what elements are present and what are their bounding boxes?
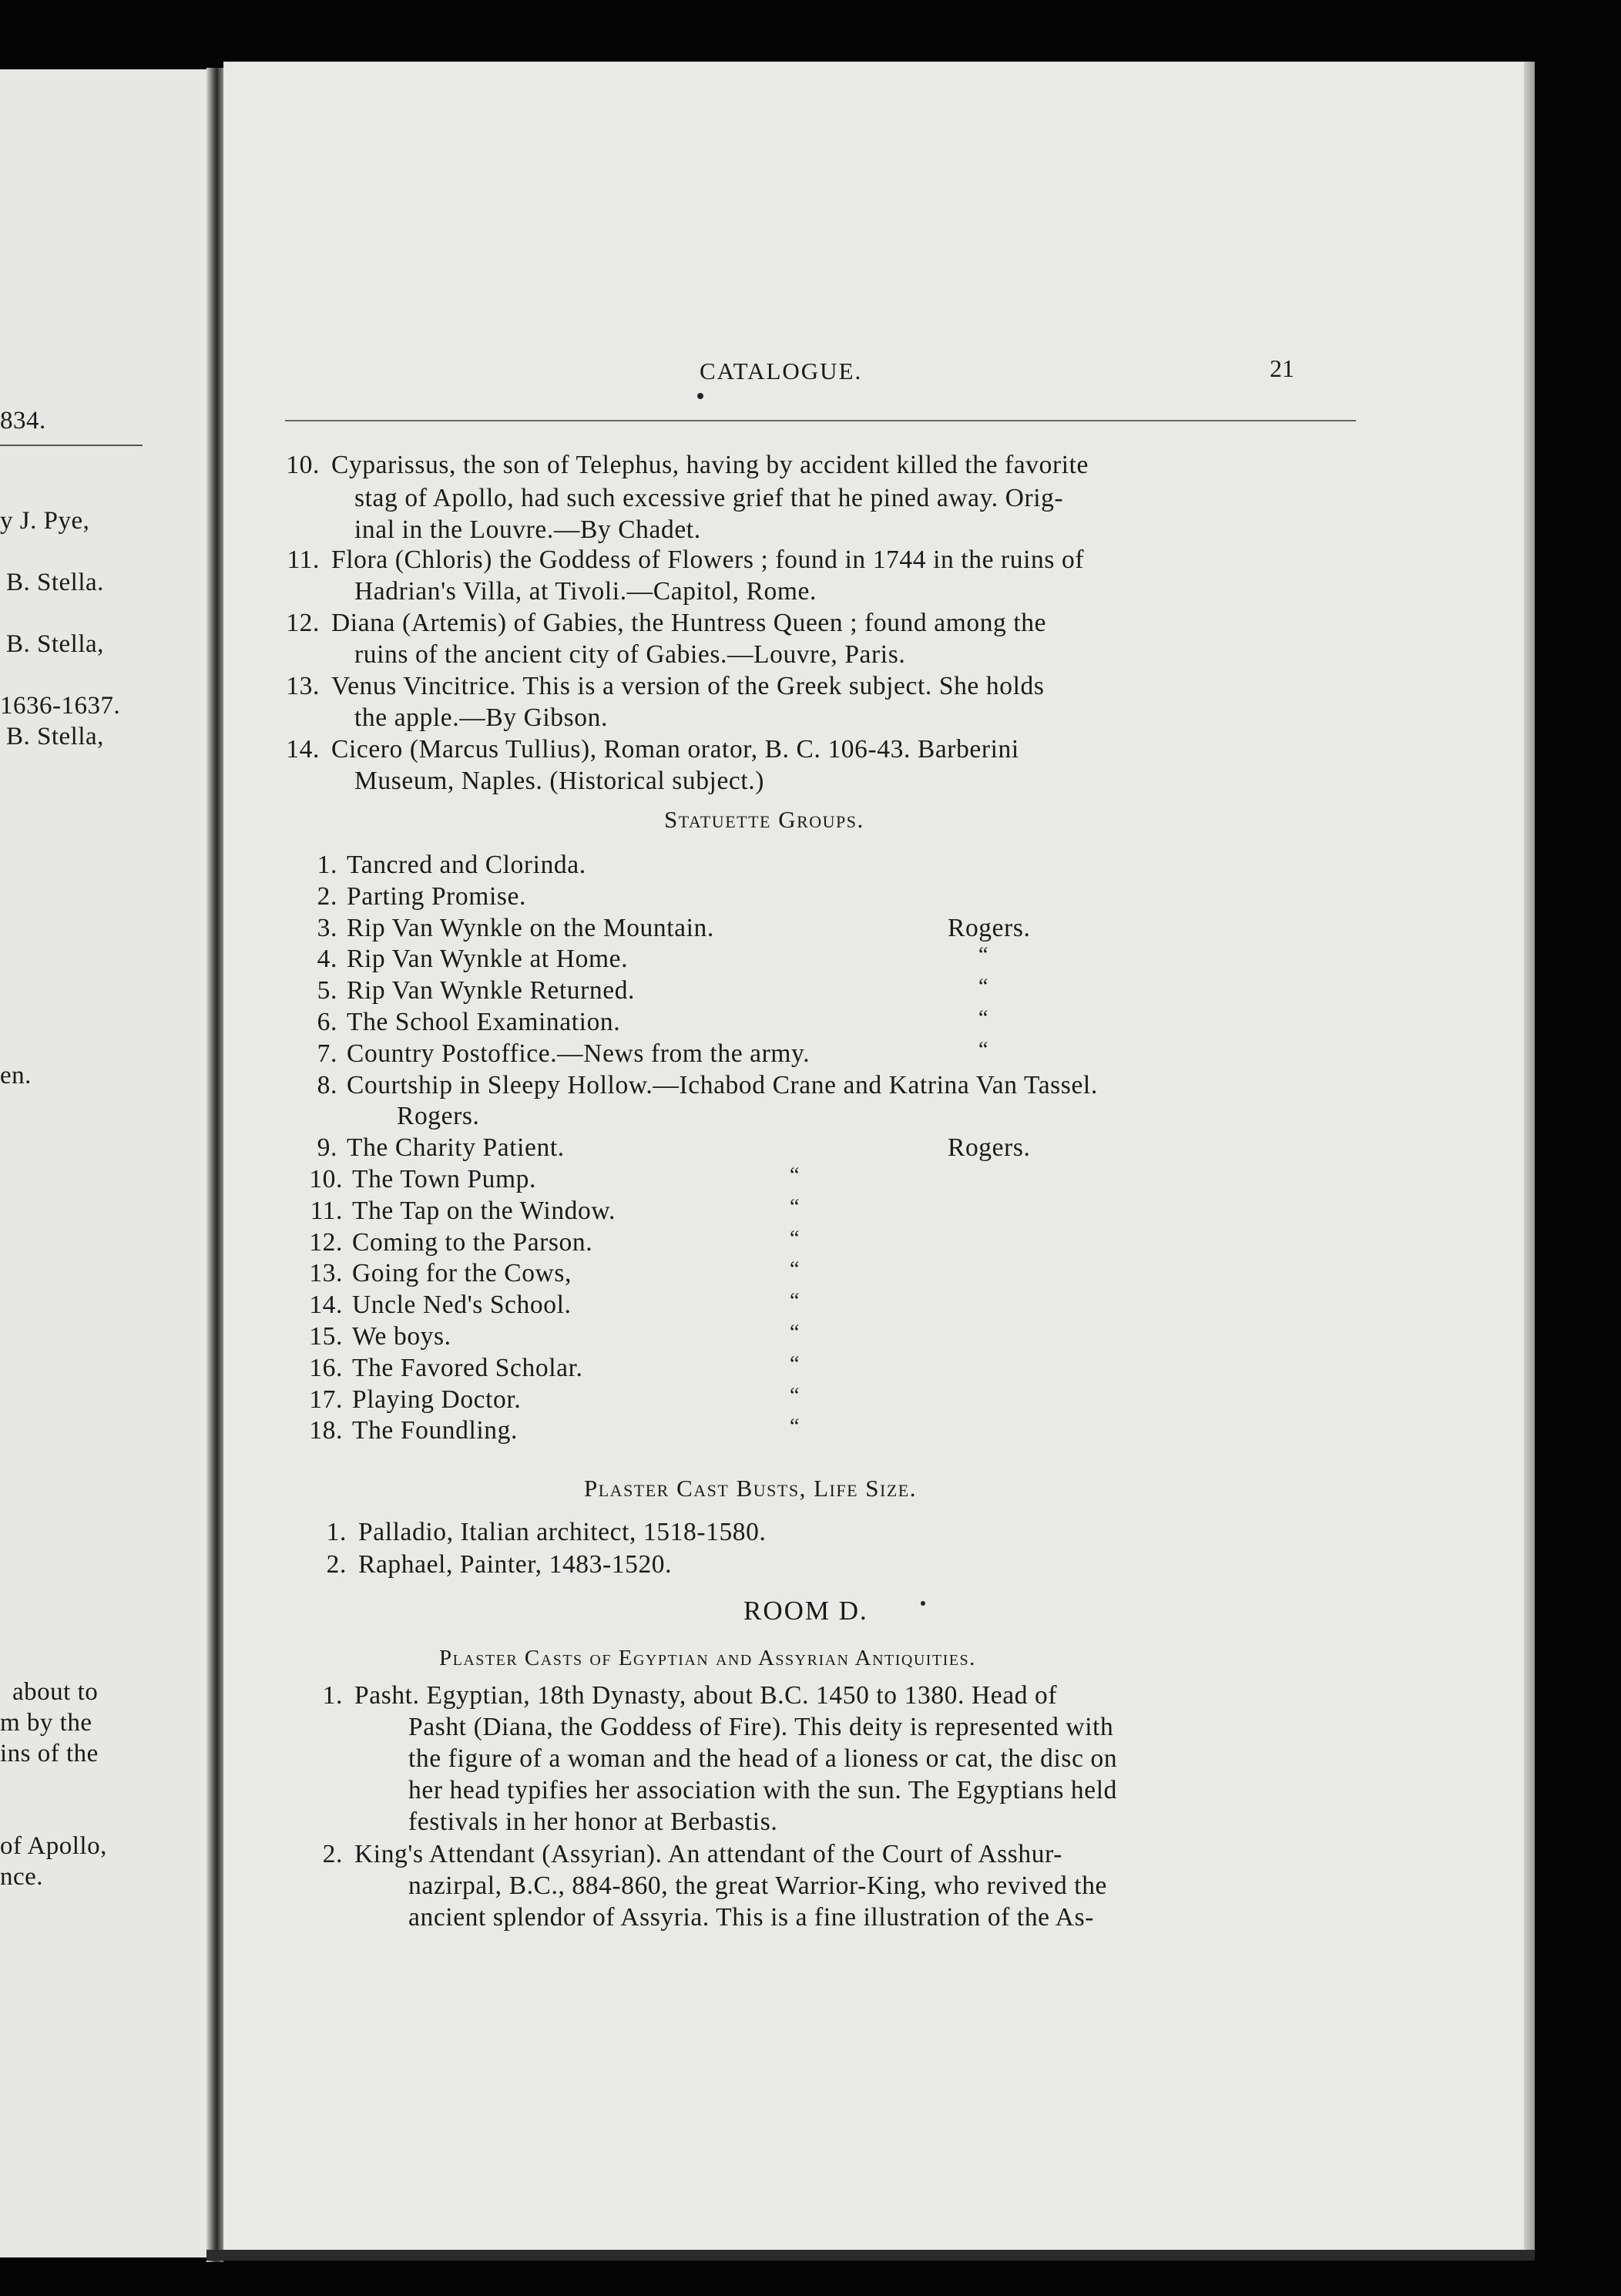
running-header: CATALOGUE. [700, 357, 863, 384]
entry-number: 10. [309, 1165, 343, 1193]
statuette-title: We boys. [352, 1322, 451, 1351]
artist-name: Rogers. [948, 914, 1031, 942]
statuette-title: Parting Promise. [347, 882, 526, 911]
left-page-line: 1636-1637. [0, 692, 121, 720]
statuette-title: The Tap on the Window. [352, 1197, 616, 1225]
entry-text: her head typifies her association with the sun. The Egyptians held [408, 1776, 1118, 1804]
entry-text: the figure of a woman and the head of a lioness or cat, the disc on [408, 1744, 1118, 1773]
entry-text: Cyparissus, the son of Telephus, having by accident killed the favorite [331, 451, 1089, 479]
left-page-line: m by the [0, 1709, 92, 1737]
left-page-line: B. Stella, [6, 723, 104, 750]
statuette-title: Rip Van Wynkle Returned. [347, 976, 636, 1005]
entry-number: 1. [322, 1681, 343, 1710]
book-spine [206, 68, 223, 2262]
left-page-rule [0, 445, 143, 446]
ditto-mark: “ [790, 1163, 800, 1187]
entry-number: 11. [310, 1197, 343, 1225]
ditto-mark: “ [978, 1006, 988, 1030]
left-page-line: en. [0, 1062, 32, 1089]
entry-number: 12. [309, 1228, 343, 1257]
entry-text: Hadrian's Villa, at Tivoli.—Capitol, Rome. [354, 577, 817, 606]
entry-text: King's Attendant (Assyrian). An attendant of the Court of Asshur- [354, 1840, 1062, 1868]
entry-text: stag of Apollo, had such excessive grief that he pined away. Orig- [354, 484, 1064, 512]
statuette-title: The Favored Scholar. [352, 1354, 583, 1382]
entry-number: 7. [317, 1039, 337, 1068]
statuette-title: Playing Doctor. [352, 1385, 522, 1414]
entry-text: the apple.—By Gibson. [354, 703, 608, 732]
entry-text: festivals in her honor at Berbastis. [408, 1808, 778, 1836]
bust-entry: Raphael, Painter, 1483-1520. [358, 1550, 673, 1579]
ditto-mark: “ [790, 1321, 800, 1344]
ditto-mark: “ [978, 975, 988, 999]
section-title: Statuette Groups. [664, 806, 864, 833]
entry-text: Flora (Chloris) the Goddess of Flowers ; found in 1744 in the ruins of [331, 545, 1085, 574]
entry-number: 9. [317, 1133, 337, 1162]
entry-text: Venus Vincitrice. This is a version of the Greek subject. She holds [331, 672, 1045, 700]
ditto-mark: “ [978, 1038, 988, 1062]
statuette-title: The Foundling. [352, 1416, 518, 1445]
entry-text: Diana (Artemis) of Gabies, the Huntress Queen ; found among the [331, 609, 1047, 637]
entry-number: 2. [317, 882, 337, 911]
statuette-title: Rip Van Wynkle at Home. [347, 945, 629, 973]
entry-number: 18. [309, 1416, 343, 1445]
entry-text: Pasht. Egyptian, 18th Dynasty, about B.C. 1450 to 1380. Head of [354, 1681, 1058, 1710]
entry-text: ruins of the ancient city of Gabies.—Louvre, Paris. [354, 640, 906, 669]
statuette-title: Rip Van Wynkle on the Mountain. [347, 914, 714, 942]
entry-text: Pasht (Diana, the Goddess of Fire). This deity is represented with [408, 1713, 1114, 1741]
entry-number: 17. [309, 1385, 343, 1414]
entry-number: 13. [309, 1259, 343, 1287]
entry-number: 10. [286, 451, 320, 479]
entry-number: 11. [287, 545, 320, 574]
statuette-title: Going for the Cows, [352, 1259, 572, 1287]
entry-number: 1. [326, 1518, 347, 1546]
entry-number: 4. [317, 945, 337, 973]
ditto-mark: “ [790, 1415, 800, 1438]
statuette-title: Tancred and Clorinda. [347, 851, 586, 879]
print-speck [697, 393, 703, 399]
section-title: Plaster Casts of Egyptian and Assyrian Antiquities. [439, 1646, 976, 1670]
page-shadow [206, 2250, 1535, 2261]
ditto-mark: “ [790, 1384, 800, 1408]
entry-number: 3. [317, 914, 337, 942]
artist-name: Rogers. [948, 1133, 1031, 1162]
left-page-line: nce. [0, 1863, 44, 1891]
header-rule [285, 420, 1356, 421]
entry-text: nazirpal, B.C., 884-860, the great Warrior-King, who revived the [408, 1871, 1108, 1900]
page-edge [1524, 62, 1535, 2254]
left-page-line: about to [12, 1678, 99, 1706]
entry-number: 5. [317, 976, 337, 1005]
entry-number: 12. [286, 609, 320, 637]
statuette-title: Country Postoffice.—News from the army. [347, 1039, 810, 1068]
room-heading: ROOM D. [743, 1596, 868, 1626]
ditto-mark: “ [790, 1352, 800, 1376]
entry-text: inal in the Louvre.—By Chadet. [354, 515, 701, 544]
ditto-mark: “ [790, 1257, 800, 1281]
right-page [223, 62, 1524, 2254]
left-page-line: ins of the [0, 1740, 99, 1767]
left-page-line: B. Stella, [6, 630, 104, 658]
left-page-line: 834. [0, 407, 46, 435]
entry-number: 15. [309, 1322, 343, 1351]
left-page-line: B. Stella. [6, 569, 104, 596]
statuette-title: The Charity Patient. [347, 1133, 565, 1162]
entry-number: 1. [317, 851, 337, 879]
page-number: 21 [1270, 354, 1294, 382]
ditto-mark: “ [790, 1289, 800, 1313]
bust-entry: Palladio, Italian architect, 1518-1580. [358, 1518, 767, 1546]
entry-number: 2. [322, 1840, 343, 1868]
statuette-title: Coming to the Parson. [352, 1228, 593, 1257]
statuette-title: Courtship in Sleepy Hollow.—Ichabod Crane and Katrina Van Tassel. [347, 1071, 1098, 1099]
entry-text: Museum, Naples. (Historical subject.) [354, 767, 765, 795]
left-page-line: of Apollo, [0, 1832, 107, 1860]
ditto-mark: “ [790, 1195, 800, 1219]
ditto-mark: “ [790, 1227, 800, 1250]
entry-number: 2. [326, 1550, 347, 1579]
artist-name: Rogers. [397, 1102, 480, 1130]
entry-number: 8. [317, 1071, 337, 1099]
left-page-line: y J. Pye, [0, 507, 90, 535]
entry-number: 16. [309, 1354, 343, 1382]
entry-text: ancient splendor of Assyria. This is a fine illustration of the As- [408, 1903, 1094, 1932]
entry-text: Cicero (Marcus Tullius), Roman orator, B. C. 106-43. Barberini [331, 735, 1019, 764]
section-title: Plaster Cast Busts, Life Size. [584, 1475, 917, 1502]
statuette-title: The Town Pump. [352, 1165, 537, 1193]
statuette-title: Uncle Ned's School. [352, 1291, 572, 1319]
entry-number: 6. [317, 1008, 337, 1036]
print-speck [921, 1601, 925, 1606]
entry-number: 13. [286, 672, 320, 700]
entry-number: 14. [286, 735, 320, 764]
left-page [0, 69, 206, 2257]
statuette-title: The School Examination. [347, 1008, 621, 1036]
ditto-mark: “ [978, 943, 988, 967]
entry-number: 14. [309, 1291, 343, 1319]
